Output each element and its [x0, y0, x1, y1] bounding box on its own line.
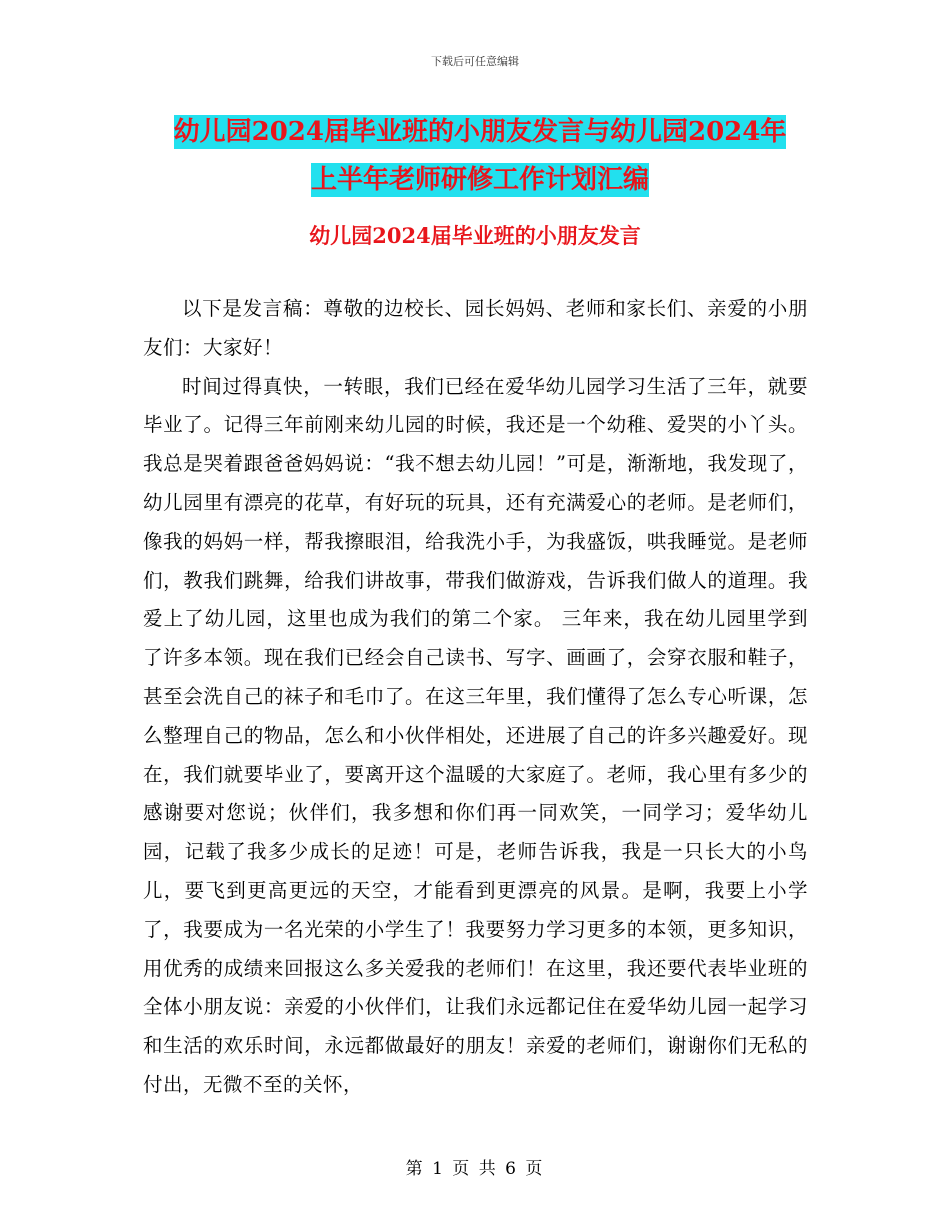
document-title-line-1: 幼儿园2024届毕业班的小朋友发言与幼儿园2024年 — [173, 117, 787, 147]
paragraph-greeting: 以下是发言稿：尊敬的边校长、园长妈妈、老师和家长们、亲爱的小朋友们：大家好！ — [143, 297, 808, 359]
document-title-line-2: 上半年老师研修工作计划汇编 — [310, 165, 649, 195]
page-number: 第 1 页 共 6 页 — [405, 1159, 545, 1179]
header-note: 下载后可任意编辑 — [431, 55, 519, 68]
document-title — [150, 108, 810, 204]
document-body — [143, 290, 808, 1105]
section-title: 幼儿园2024届毕业班的小朋友发言 — [309, 223, 641, 248]
paragraph-speech: 时间过得真快，一转眼，我们已经在爱华幼儿园学习生活了三年，就要毕业了。记得三年前刚来幼儿园的时候，我还是一个幼稚、爱哭的小丫头。我总是哭着跟爸爸妈妈说：“我不想去幼儿园！”可是，渐渐地，我发现了，幼儿园里有漂亮的花草，有好玩的玩具，还有充满爱心的老师。是老师们，像我的妈妈一样，帮我擦眼泪，给我洗小手，为我盛饭，哄我睡觉。是老师们，教我们跳舞，给我们讲故事，带我们做游戏，告诉我们做人的道理。我爱上了幼儿园，这里也成为我们的第二个家。 三年来，我在幼儿园里学到了许多本领。现在我们已经会自己读书、写字、画画了，会穿衣服和鞋子，甚至会洗自己的袜子和毛巾了。在这三年里，我们懂得了怎么专心听课，怎么整理自己的物品，怎么和小伙伴相处，还进展了自己的许多兴趣爱好。现在，我们就要毕业了，要离开这个温暖的大家庭了。老师，我心里有多少的感谢要对您说；伙伴们，我多想和你们再一同欢笑，一同学习；爱华幼儿园，记载了我多少成长的足迹！可是，老师告诉我，我是一只长大的小鸟儿，要飞到更高更远的天空，才能看到更漂亮的风景。是啊，我要上小学了，我要成为一名光荣的小学生了！我要努力学习更多的本领，更多知识，用优秀的成绩来回报这么多关爱我的老师们！在这里，我还要代表毕业班的全体小朋友说：亲爱的小伙伴们，让我们永远都记住在爱华幼儿园一起学习和生活的欢乐时间，永远都做最好的朋友！亲爱的老师们，谢谢你们无私的付出，无微不至的关怀， — [143, 374, 808, 1096]
